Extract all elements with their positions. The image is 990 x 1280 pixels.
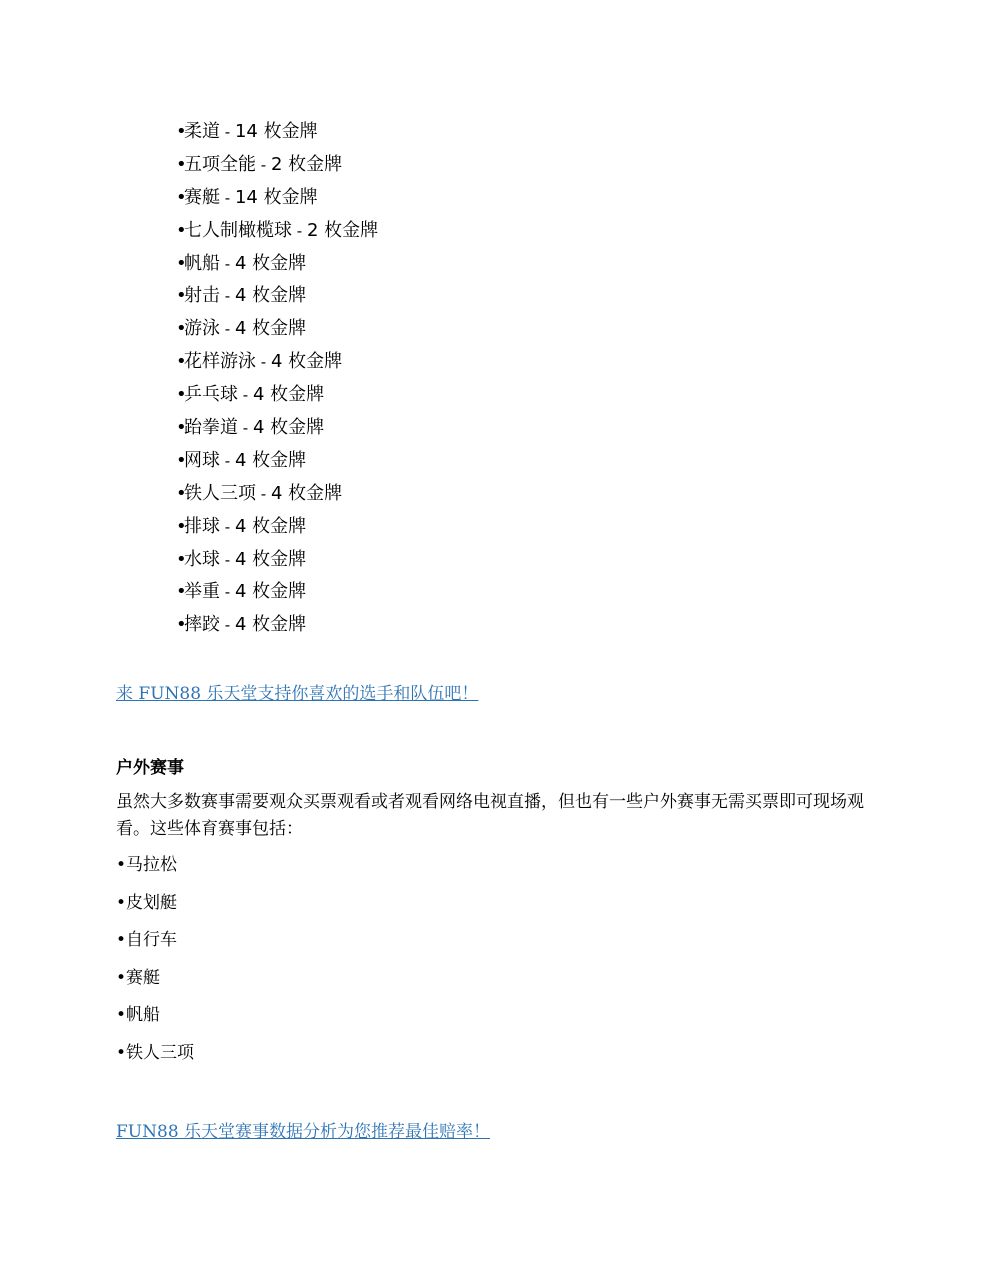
list-item [176,182,378,215]
list-item [176,379,378,412]
separator: - [256,353,271,372]
list-item [176,576,378,609]
separator: - [220,320,235,339]
bullet: • [116,1005,127,1026]
medal-count: 4 枚金牌 [234,252,307,274]
bullet: • [116,930,127,951]
sport-name: 赛艇 [184,186,220,208]
medal-count: 4 枚金牌 [234,614,307,636]
list-item [176,511,378,544]
bullet: • [176,581,187,603]
bullet: • [176,219,187,241]
medal-count: 14 枚金牌 [234,186,318,208]
list-item [176,346,378,379]
list-item [116,889,194,927]
sport-name: 花样游泳 [184,351,256,373]
list-item [176,313,378,346]
list-item [176,412,378,445]
list-item [176,149,378,182]
best-odds-link[interactable]: FUN88 乐天堂赛事数据分析为您推荐最佳赔率！ [116,1122,491,1142]
sport-name: 五项全能 [184,153,256,175]
list-item [116,1039,194,1077]
list-item [176,544,378,577]
medal-count: 4 枚金牌 [234,285,307,307]
bullet: • [176,384,187,406]
list-item [176,280,378,313]
medal-count: 4 枚金牌 [234,581,307,603]
sport-name: 游泳 [184,318,220,340]
event-name: 赛艇 [126,967,160,988]
sport-name: 乒乓球 [184,384,238,406]
event-name: 皮划艇 [126,892,177,913]
list-item [176,248,378,281]
medal-count: 4 枚金牌 [270,482,343,504]
list-item [176,116,378,149]
bullet: • [176,252,187,274]
list-item [116,1001,194,1039]
separator: - [238,419,253,438]
list-item [176,445,378,478]
bullet: • [176,614,187,636]
list-item [116,964,194,1002]
separator: - [220,188,235,207]
bullet: • [176,186,187,208]
sport-name: 铁人三项 [184,482,256,504]
bullet: • [176,449,187,471]
bullet: • [176,153,187,175]
separator: - [220,123,235,141]
separator: - [220,451,235,470]
bullet: • [116,967,127,988]
bullet: • [176,318,187,340]
list-item [176,215,378,248]
outdoor-event-list [116,851,194,1077]
list-item [116,926,194,964]
intro-paragraph: 虽然大多数赛事需要观众买票观看或者观看网络电视直播，但也有一些户外赛事无需买票即可现场观看。这些体育赛事包括： [116,792,864,839]
sport-name: 举重 [184,581,220,603]
sport-name: 七人制橄榄球 [184,219,292,241]
separator: - [256,484,271,503]
separator: - [220,583,235,602]
sport-name: 网球 [184,449,220,471]
medal-count: 4 枚金牌 [234,449,307,471]
medal-count: 2 枚金牌 [270,153,343,175]
medal-count: 4 枚金牌 [234,515,307,537]
bullet: • [176,548,187,570]
separator: - [238,386,253,405]
medal-count: 14 枚金牌 [234,121,318,142]
sport-name: 跆拳道 [184,417,238,439]
bullet: • [176,515,187,537]
event-name: 马拉松 [126,855,177,875]
sport-name: 排球 [184,515,220,537]
sport-name: 射击 [184,285,220,307]
bullet: • [176,121,187,142]
bullet: • [176,417,187,439]
bullet: • [176,482,187,504]
list-item [176,609,378,642]
medal-count: 4 枚金牌 [252,417,325,439]
sport-name: 柔道 [184,121,220,142]
bullet: • [176,351,187,373]
bullet: • [116,892,127,913]
separator: - [220,517,235,536]
medal-count: 4 枚金牌 [234,548,307,570]
separator: - [220,254,235,273]
support-players-link[interactable]: 来 FUN88 乐天堂支持你喜欢的选手和队伍吧！ [116,684,479,704]
gold-medal-list [176,116,378,642]
event-name: 铁人三项 [126,1042,194,1063]
section-heading: 户外赛事 [116,758,184,778]
separator: - [220,287,235,306]
list-item [176,478,378,511]
event-name: 帆船 [126,1005,160,1026]
event-name: 自行车 [126,930,177,951]
separator: - [256,155,271,174]
medal-count: 2 枚金牌 [306,219,379,241]
separator: - [292,221,307,240]
bullet: • [116,855,127,875]
medal-count: 4 枚金牌 [270,351,343,373]
list-item [116,851,194,889]
separator: - [220,616,235,635]
sport-name: 摔跤 [184,614,220,636]
bullet: • [176,285,187,307]
separator: - [220,550,235,569]
sport-name: 水球 [184,548,220,570]
medal-count: 4 枚金牌 [234,318,307,340]
bullet: • [116,1042,127,1063]
medal-count: 4 枚金牌 [252,384,325,406]
sport-name: 帆船 [184,252,220,274]
